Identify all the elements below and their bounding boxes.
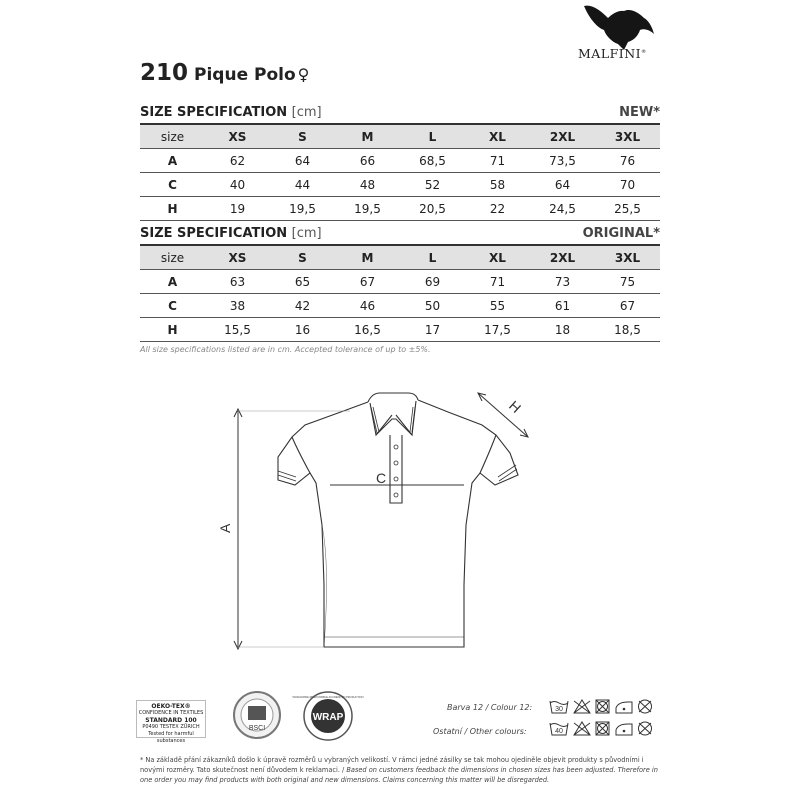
size-table-new (140, 125, 660, 221)
svg-text:WRAP: WRAP (312, 712, 344, 723)
iron-icon (616, 702, 632, 713)
female-symbol-icon: ♀ (297, 65, 310, 84)
care-symbols (548, 697, 663, 739)
svg-text:30: 30 (555, 706, 563, 713)
care-label-other: Ostatní / Other colours: (433, 727, 527, 736)
spec-heading-original: SIZE SPECIFICATION [cm] ORIGINAL* (140, 226, 660, 246)
table-header-row: size XS S M L XL 2XL 3XL (140, 246, 660, 270)
product-title (140, 60, 309, 86)
table-row: H 15,5 16 16,5 17 17,5 18 18,5 (140, 318, 660, 342)
table-row: C 40 44 48 52 58 64 70 (140, 173, 660, 197)
svg-text:BSCI: BSCI (248, 725, 266, 732)
svg-text:40: 40 (555, 728, 563, 735)
oeko-tex-logo: OEKO-TEX® CONFIDENCE IN TEXTILES STANDARD 100 P0490 TESTEX ZÜRICH Tested for harmful substances (136, 700, 206, 738)
polo-shirt-diagram (217, 385, 550, 660)
product-name: Pique Polo (194, 65, 296, 85)
svg-text:WORLDWIDE RESPONSIBLE ACCREDIT: WORLDWIDE RESPONSIBLE ACCREDITED PRODUCTION (292, 696, 364, 699)
brand-name: MALFINI® (578, 46, 647, 61)
table-row: A 62 64 66 68,5 71 73,5 76 (140, 149, 660, 173)
table-row: H 19 19,5 19,5 20,5 22 24,5 25,5 (140, 197, 660, 221)
spec-heading-new: SIZE SPECIFICATION [cm] NEW* (140, 105, 660, 125)
size-table-original (140, 246, 660, 342)
product-code: 210 (140, 60, 189, 86)
bsci-logo (232, 690, 282, 740)
label-h: H (505, 397, 525, 417)
label-a: A (217, 523, 233, 533)
care-label-colour12: Barva 12 / Colour 12: (447, 703, 533, 712)
footnote: * Na základě přání zákazníků došlo k úpravě rozměrů u vybraných velikostí. V rámci jedné zásilky se tak mohou ojediněle objevit produkty s původními i novými rozměry. Tato skutečnost není důvodem k reklamaci. / Based on customers feedback the dimensions in chosen sizes has been adjusted. Therefore in one order you may find products with both original and new dimensions. Claims concerning this matter will be disregarded. (140, 756, 658, 784)
table-row: A 63 65 67 69 71 73 75 (140, 270, 660, 294)
no-bleach-icon (574, 700, 590, 713)
table-header-row: size XS S M L XL 2XL 3XL (140, 125, 660, 149)
wrap-logo (292, 690, 364, 742)
version-original-label: ORIGINAL* (582, 226, 660, 241)
tolerance-note: All size specifications listed are in cm. Accepted tolerance of up to ±5%. (140, 345, 431, 354)
label-c: C (376, 470, 387, 486)
version-new-label: NEW* (619, 105, 660, 120)
table-row: C 38 42 46 50 55 61 67 (140, 294, 660, 318)
